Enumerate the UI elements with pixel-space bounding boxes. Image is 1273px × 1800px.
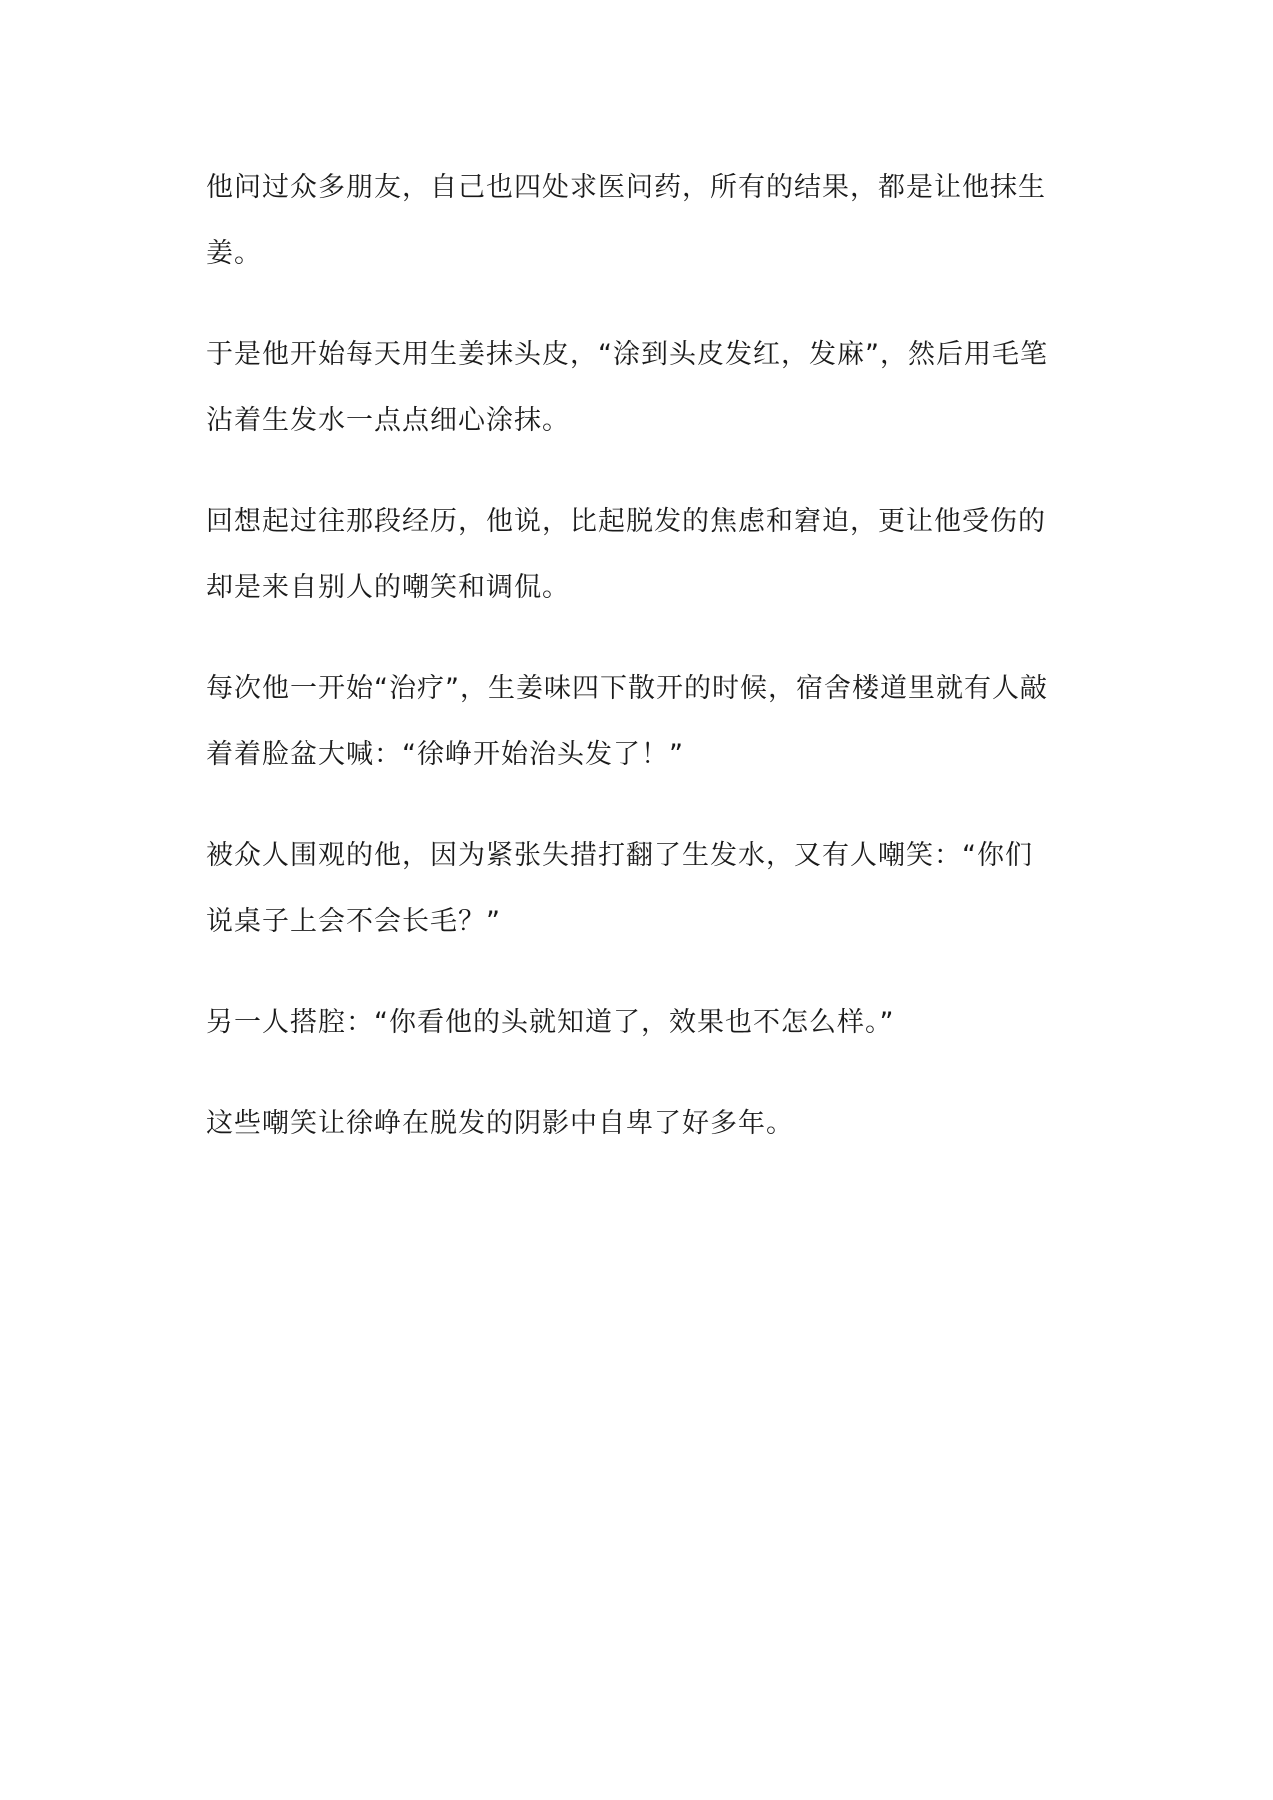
paragraph-7 (206, 1091, 1076, 1157)
paragraph-5 (206, 823, 1076, 955)
paragraph-line: 着着脸盆大喊：“徐峥开始治头发了！” (206, 739, 684, 770)
paragraph-line: 他问过众多朋友，自己也四处求医问药，所有的结果，都是让他抹生 (206, 172, 1046, 203)
paragraph-line: 姜。 (206, 238, 262, 269)
paragraph-line: 沾着生发水一点点细心涂抹。 (206, 405, 570, 436)
paragraph-4 (206, 656, 1076, 788)
paragraph-2 (206, 322, 1076, 454)
paragraph-line: 说桌子上会不会长毛？” (206, 906, 501, 937)
paragraph-line: 却是来自别人的嘲笑和调侃。 (206, 572, 570, 603)
paragraph-line: 于是他开始每天用生姜抹头皮，“涂到头皮发红，发麻”，然后用毛笔 (206, 339, 1048, 370)
paragraph-line: 被众人围观的他，因为紧张失措打翻了生发水，又有人嘲笑：“你们 (206, 840, 1033, 871)
paragraph-1 (206, 155, 1076, 287)
paragraph-line: 回想起过往那段经历，他说，比起脱发的焦虑和窘迫，更让他受伤的 (206, 506, 1046, 537)
paragraph-3 (206, 489, 1076, 621)
paragraph-6 (206, 990, 1076, 1056)
paragraph-line: 每次他一开始“治疗”，生姜味四下散开的时候，宿舍楼道里就有人敲 (206, 673, 1048, 704)
paragraph-line: 另一人搭腔：“你看他的头就知道了，效果也不怎么样。” (206, 1007, 895, 1038)
article-body (206, 155, 1076, 1192)
paragraph-line: 这些嘲笑让徐峥在脱发的阴影中自卑了好多年。 (206, 1108, 794, 1139)
